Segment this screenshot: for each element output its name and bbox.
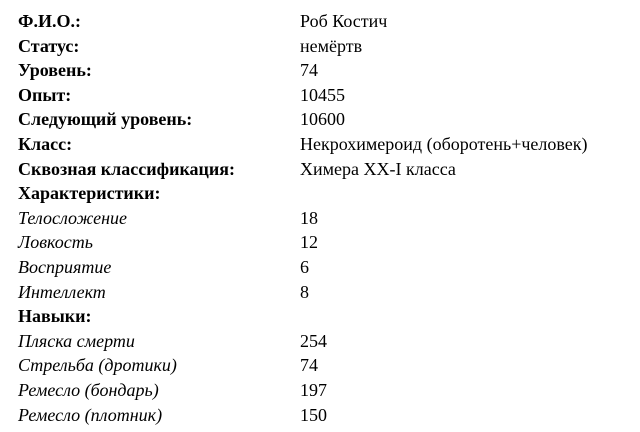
stat-value: 12 xyxy=(300,232,318,253)
stat-row xyxy=(18,83,640,108)
stat-row xyxy=(18,255,640,280)
stat-label: Ловкость xyxy=(18,232,93,253)
stat-row xyxy=(18,181,640,206)
stat-label: Интеллект xyxy=(18,281,106,302)
stat-row xyxy=(18,280,640,305)
stat-value: 197 xyxy=(300,379,327,400)
stat-value: 74 xyxy=(300,355,318,376)
stat-row xyxy=(18,403,640,428)
stat-value: Роб Костич xyxy=(300,11,388,31)
stat-row xyxy=(18,304,640,329)
stat-label: Следующий уровень: xyxy=(18,109,193,130)
stat-label: Ремесло (бондарь) xyxy=(18,379,159,400)
stat-value: Некрохимероид (оборотень+человек) xyxy=(300,133,588,154)
stat-label: Стрельба (дротики) xyxy=(18,355,177,376)
stat-row xyxy=(18,34,640,59)
stat-label: Пляска смерти xyxy=(18,330,135,351)
stat-value: 254 xyxy=(300,330,327,351)
stat-row xyxy=(18,132,640,157)
stat-label: Ремесло (плотник) xyxy=(18,404,163,425)
stat-row xyxy=(18,353,640,378)
stat-row xyxy=(18,9,640,34)
stat-value: немёртв xyxy=(300,35,363,56)
stat-label: Опыт: xyxy=(18,84,72,105)
stat-value: 150 xyxy=(300,404,327,425)
stat-label: Ф.И.О.: xyxy=(18,11,81,31)
stat-label: Характеристики: xyxy=(18,183,161,204)
stat-row xyxy=(18,58,640,83)
stat-value: 6 xyxy=(300,256,309,277)
stat-label: Сквозная классификация: xyxy=(18,158,236,179)
stat-row xyxy=(18,157,640,182)
stat-value: 18 xyxy=(300,207,318,228)
stat-value: Химера XX-I класса xyxy=(300,158,456,179)
stat-value: 74 xyxy=(300,60,318,81)
stat-label: Класс: xyxy=(18,133,73,154)
stat-label: Статус: xyxy=(18,35,80,56)
stat-value: 10600 xyxy=(300,109,345,130)
stat-row xyxy=(18,206,640,231)
stat-value: 8 xyxy=(300,281,309,302)
stat-value: 10455 xyxy=(300,84,345,105)
stat-row xyxy=(18,329,640,354)
stat-row xyxy=(18,107,640,132)
stat-label: Уровень: xyxy=(18,60,92,81)
stat-label: Восприятие xyxy=(18,256,112,277)
stat-row xyxy=(18,378,640,403)
stat-label: Навыки: xyxy=(18,306,92,327)
stat-label: Телосложение xyxy=(18,207,127,228)
stat-row xyxy=(18,230,640,255)
